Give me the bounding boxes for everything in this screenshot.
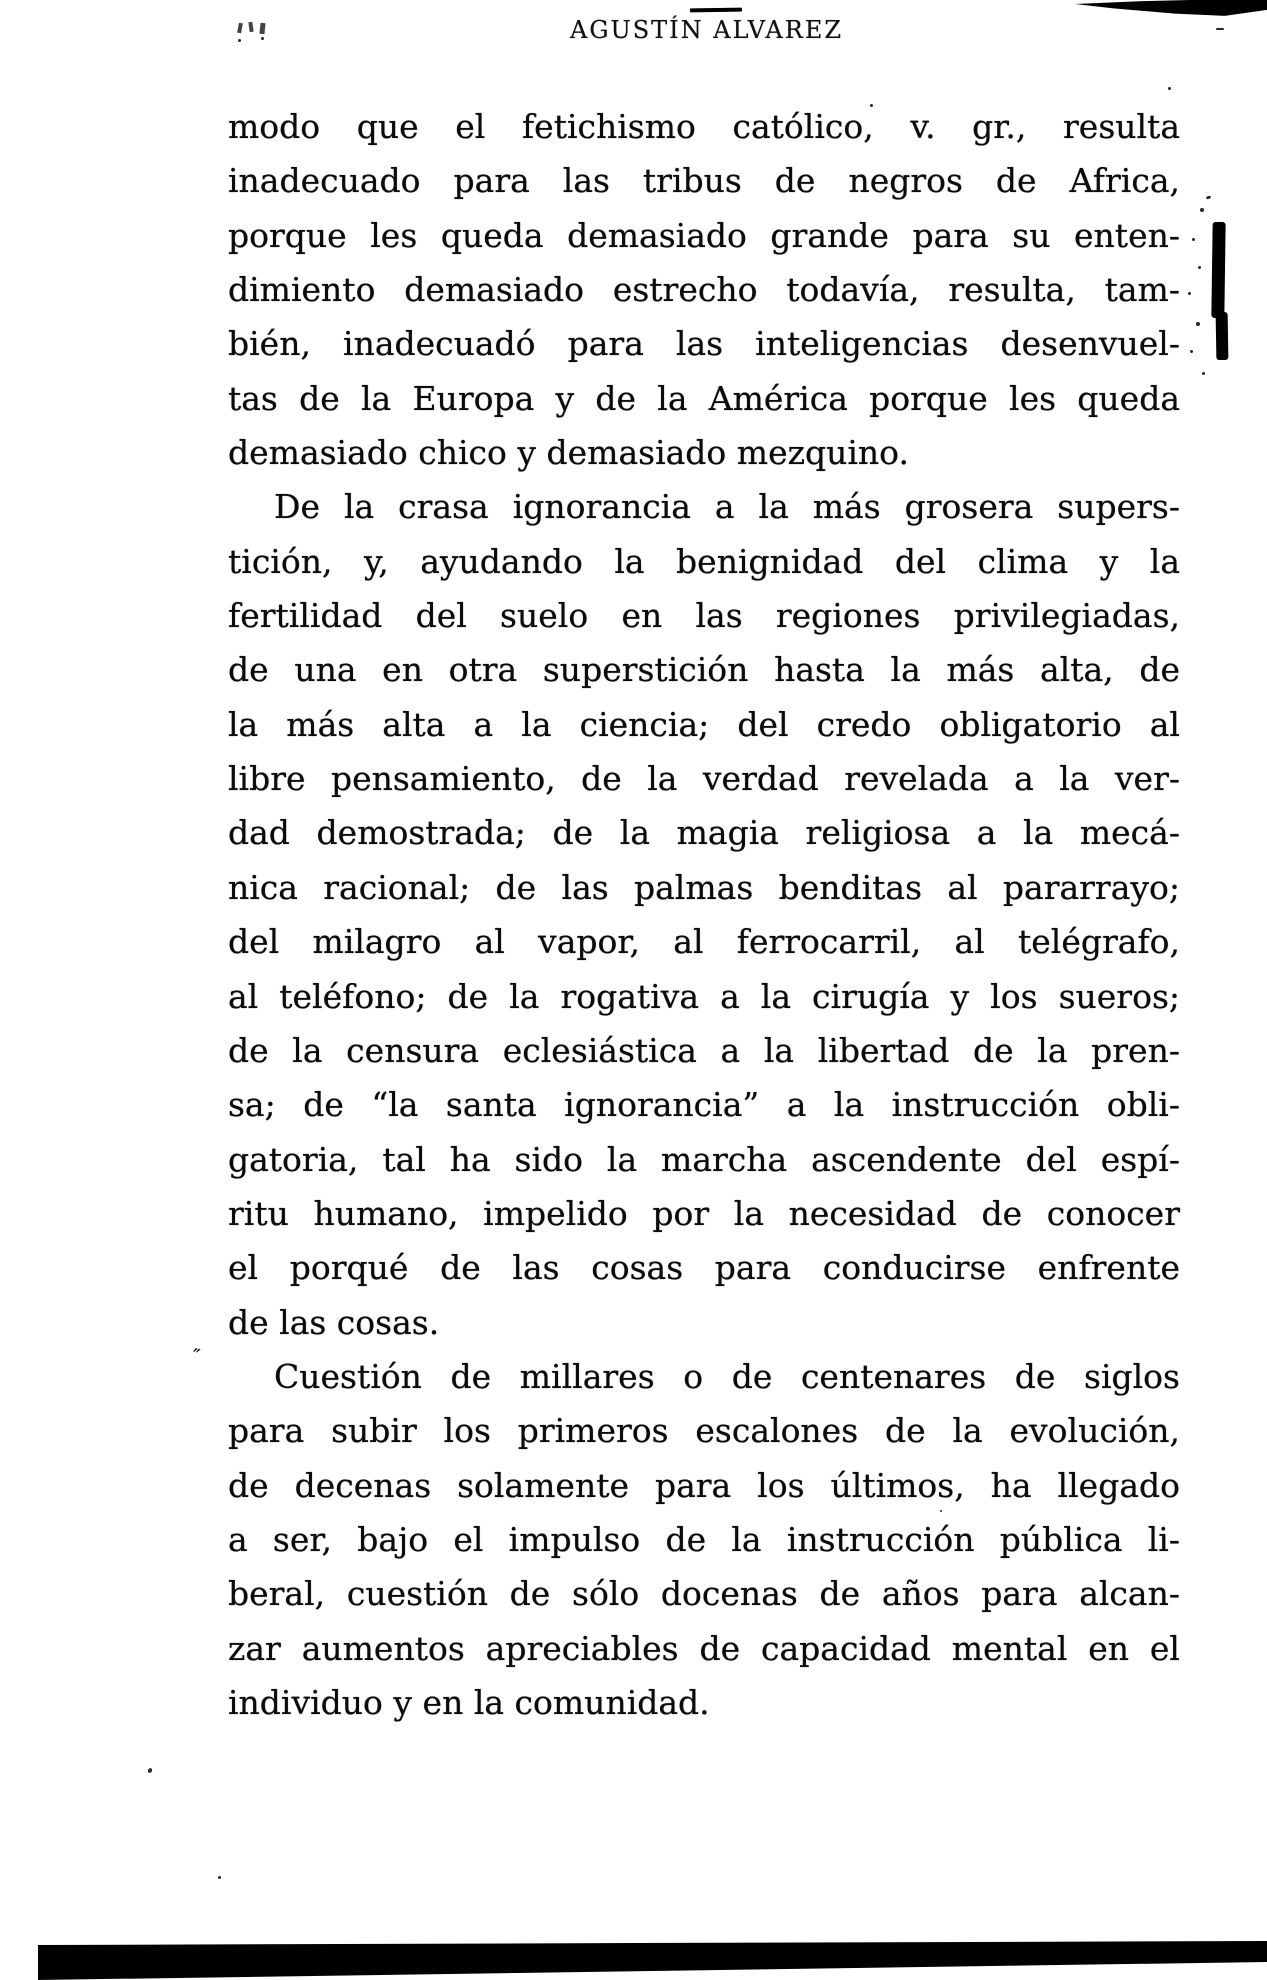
ink-smudge-top-right [1075,0,1267,22]
ink-tick-mark [237,23,243,34]
ink-speck [1192,238,1195,241]
text-line: de las cosas. [228,1302,440,1342]
ink-speck [238,39,241,42]
text-line: tición, y, ayudando la benignidad del clima y la [228,541,1180,581]
text-line: para subir los primeros escalones de la evolución, [228,1411,1180,1451]
text-line: dimiento demasiado estrecho todavía, resulta, tam- [228,270,1180,310]
ink-speck [870,104,873,107]
ink-speck [1190,350,1193,353]
ink-speck [1196,322,1200,326]
ink-streak-right-margin [1216,312,1229,360]
text-line: beral, cuestión de sólo docenas de años para alcan- [228,1574,1180,1614]
text-line: libre pensamiento, de la verdad revelada a la ver- [228,759,1180,799]
text-line: inadecuado para las tribus de negros de Africa, [228,161,1180,201]
text-line: demasiado chico y demasiado mezquino. [228,433,909,473]
ink-paragraph-mark: ″ [189,1343,202,1369]
text-line: individuo y en la comunidad. [228,1682,710,1722]
ink-tick-mark [259,23,265,34]
text-line: a ser, bajo el impulso de la instrucción pública li- [228,1519,1180,1559]
ink-speck [147,1767,153,1773]
text-line: al teléfono; de la rogativa a la cirugía y los sueros; [228,976,1180,1016]
ink-speck [1202,372,1205,375]
ink-speck [218,1876,221,1879]
text-line: del milagro al vapor, al ferrocarril, al telégrafo, [228,922,1180,962]
text-line: bién, inadecuadó para las inteligencias desenvuel- [228,324,1180,364]
ink-speck [1206,195,1212,200]
text-line: fertilidad del suelo en las regiones privilegiadas, [228,596,1180,636]
text-line: dad demostrada; de la magia religiosa a la mecá- [228,813,1180,853]
text-line: tas de la Europa y de la América porque les queda [228,378,1180,418]
ink-speck [1216,28,1224,30]
ink-tick-mark [248,22,253,32]
text-line: de decenas solamente para los últimos, ha llegado [228,1465,1180,1505]
text-line: nica racional; de las palmas benditas al pararrayo; [228,867,1180,907]
text-line: gatoria, tal ha sido la marcha ascendente del espí- [228,1139,1180,1179]
ink-dash-above-header [690,8,742,13]
ink-streak-right-margin [1211,222,1225,318]
scan-black-bar-bottom [0,1936,1267,1980]
ink-speck [1200,208,1204,212]
text-line: de una en otra superstición hasta la más alta, de [228,650,1180,690]
ink-speck [1188,292,1191,295]
ink-speck [261,37,264,40]
text-line: la más alta a la ciencia; del credo obligatorio al [228,704,1180,744]
text-line: zar aumentos apreciables de capacidad mental en el [228,1628,1180,1668]
ink-speck [940,1510,942,1512]
text-line: modo que el fetichismo católico, v. gr., resulta [228,107,1180,146]
text-line: De la crasa ignorancia a la más grosera supers- [274,487,1180,527]
text-line: porque les queda demasiado grande para su enten- [228,215,1180,255]
ink-speck [1198,266,1201,269]
running-head-author: AGUSTÍN ALVAREZ [570,16,844,44]
text-line: ritu humano, impelido por la necesidad de conocer [228,1193,1180,1233]
text-line: el porqué de las cosas para conducirse enfrente [228,1248,1180,1288]
text-line: sa; de “la santa ignorancia” a la instrucción obli- [228,1085,1180,1125]
text-line: Cuestión de millares o de centenares de siglos [274,1356,1180,1396]
text-line: de la censura eclesiástica a la libertad de la pren- [228,1030,1180,1070]
ink-speck [1168,87,1171,90]
page-text-block [228,100,1180,1730]
